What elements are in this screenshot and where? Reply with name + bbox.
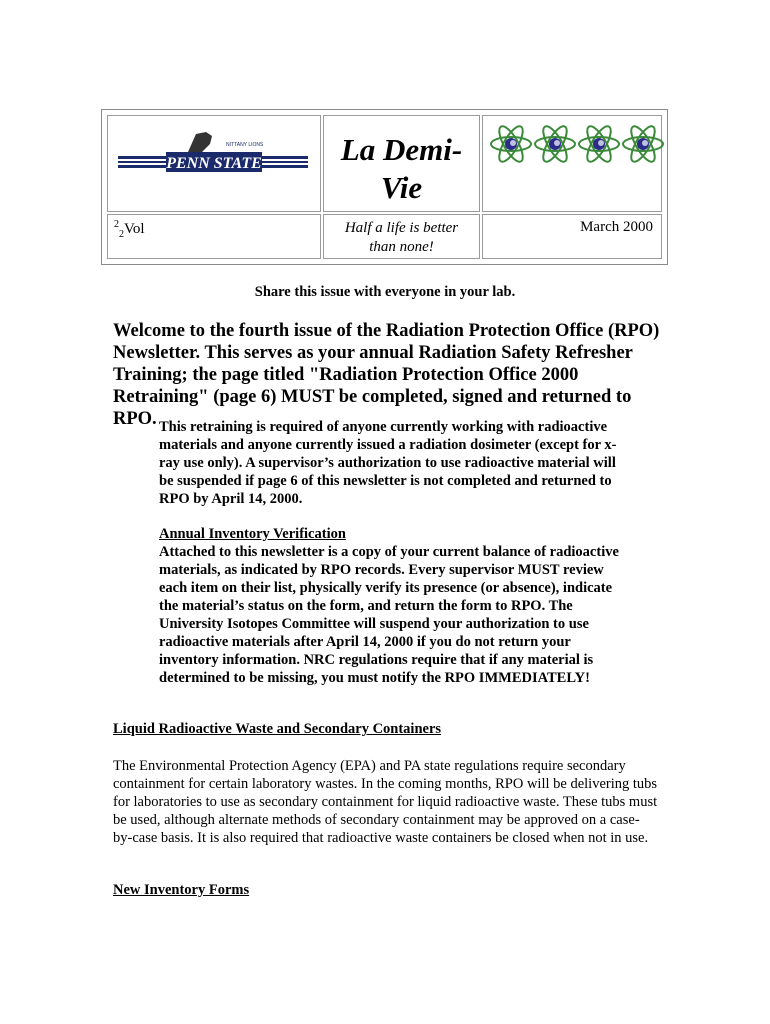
masthead-table xyxy=(101,109,668,265)
welcome-paragraph: Welcome to the fourth issue of the Radiation Protection Office (RPO) Newsletter. This serves as your annual Radiation Safety Refresher Training; the page titled "Radiation Protection Office 2000 Retraining" (page 6) MUST be completed, signed and returned to RPO. xyxy=(113,321,660,429)
atom-icons xyxy=(489,122,669,166)
atom-icon xyxy=(623,123,663,165)
inventory-text: Attached to this newsletter is a copy of your current balance of radioactive materials, as indicated by RPO records. Every supervisor MUST review each item on their list, physically verify its presence (or absence), indicate the material’s status on the form, and return the form to RPO. The University Isotopes Committee will suspend your authorization to use radioactive materials after April 14, 2000 if you do not return your inventory information. NRC regulations require that if any material is determined to be missing, you must notify the RPO IMMEDIATELY! xyxy=(159,544,619,686)
liquid-waste-heading: Liquid Radioactive Waste and Secondary Containers xyxy=(113,721,442,737)
volume-cell: $^2_2$Vol xyxy=(107,214,321,259)
atom-icon xyxy=(579,123,619,165)
atoms-cell xyxy=(482,115,662,212)
liquid-waste-text: The Environmental Protection Agency (EPA) and PA state regulations require secondary containment for certain laboratory wastes. In the coming months, RPO will be delivering tubs for laboratories to use as secondary containment for liquid radioactive waste. These tubs must be used, although alternate methods of secondary containment may be approved on a case-by-case basis. It is also required that radioactive waste containers be closed when not in use. xyxy=(113,758,658,846)
retraining-paragraph: This retraining is required of anyone currently working with radioactive materials and anyone currently issued a radiation dosimeter (except for x-ray use only). A supervisor’s authorization to use radioactive material will be suspended if page 6 of this newsletter is not completed and returned to RPO by April 14, 2000. xyxy=(159,419,617,507)
atom-icon xyxy=(535,123,575,165)
newsletter-title: La Demi- Vie xyxy=(340,131,463,205)
new-inventory-forms-heading: New Inventory Forms xyxy=(113,882,250,898)
issue-date: March 2000 xyxy=(482,214,662,259)
inventory-heading: Annual Inventory Verification xyxy=(159,526,346,542)
svg-text:NITTANY LIONS: NITTANY LIONS xyxy=(226,142,264,148)
share-line: Share this issue with everyone in your lab. xyxy=(254,284,516,300)
inventory-section xyxy=(159,525,629,687)
title-cell xyxy=(323,115,480,212)
penn-state-logo xyxy=(118,130,308,176)
logo-cell xyxy=(107,115,321,212)
atom-icon xyxy=(491,123,531,165)
svg-text:PENN STATE: PENN STATE xyxy=(166,155,262,172)
motto-cell: Half a life is better than none! xyxy=(323,214,480,259)
